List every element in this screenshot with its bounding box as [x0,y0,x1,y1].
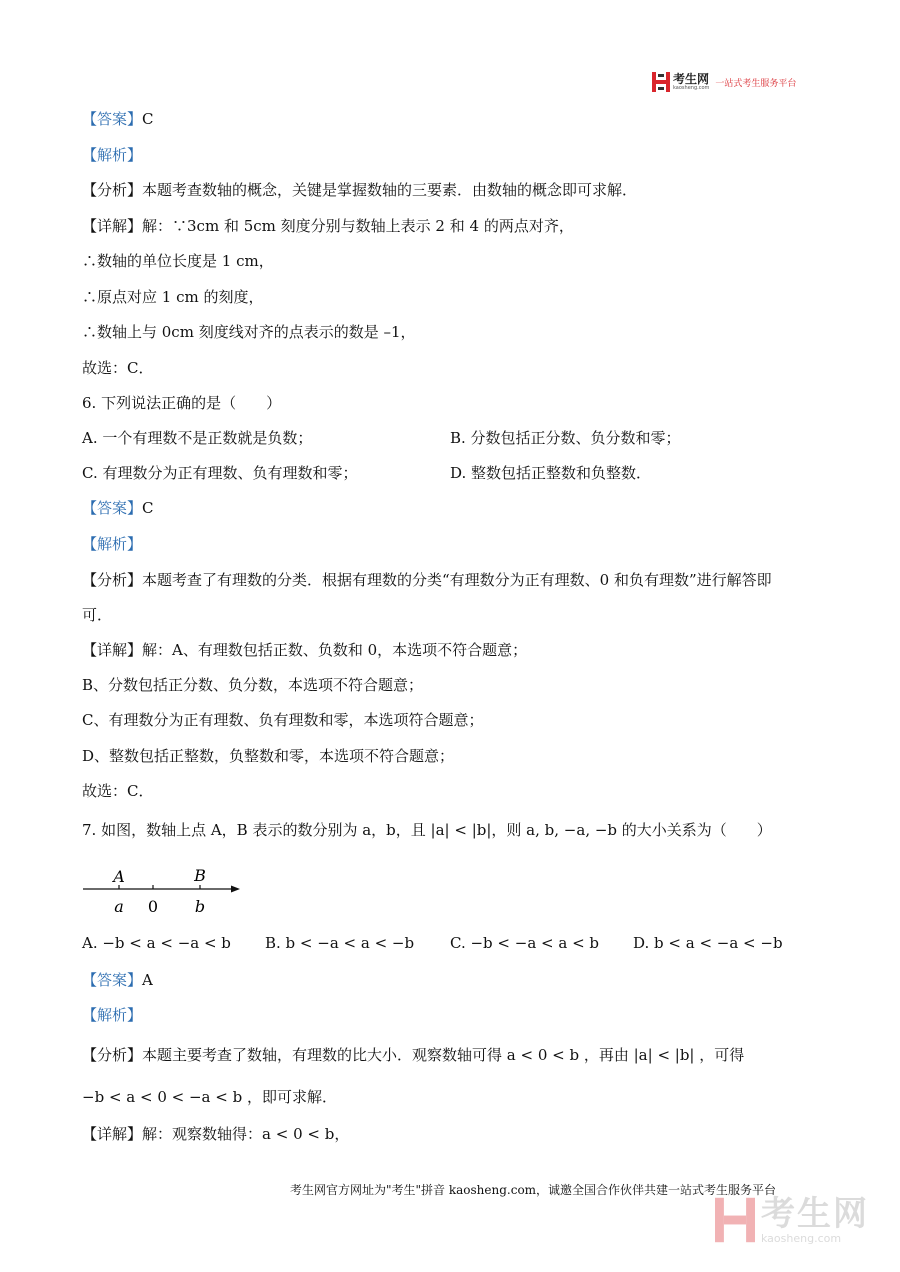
point-b-label: B [194,866,206,885]
q7-stem: 7. 如图，数轴上点 A，B 表示的数分别为 a，b，且 |a| < |b|，则 a, b, −a, −b 的大小关系为（ ） [82,821,772,839]
q7-option-b: B. b < −a < a < −b [265,934,415,952]
q6-analysis-cont: 可． [82,606,113,624]
q5-answer [82,108,154,130]
q6-option-a: A. 一个有理数不是正数就是负数； [82,429,313,447]
watermark-text: 考生网 [761,1193,869,1234]
analysis-tag: 【分析】 [82,571,143,589]
q7-option-d: D. b < a < −a < −b [633,934,783,952]
q6-detail-line: C、有理数分为正有理数、负有理数和零，本选项符合题意； [82,711,484,729]
q7-detail [82,1123,349,1145]
value-a-label: a [114,897,124,916]
q5-detail-line: ∴数轴上与 0cm 刻度线对齐的点表示的数是 –1， [82,323,416,341]
detail-tag: 【详解】 [82,217,143,235]
q5-detail-line: ∴原点对应 1 cm 的刻度， [82,288,264,306]
q6-detail-line: 解：A、有理数包括正数、负数和 0，本选项不符合题意； [142,641,528,659]
q6-answer-value: C [142,499,154,517]
answer-tag: 【答案】 [82,971,143,989]
q5-jiexi-tag: 【解析】 [82,146,143,164]
q7-detail-line: 解：观察数轴得：a < 0 < b， [142,1125,350,1143]
header-logo [652,72,796,92]
detail-tag: 【详解】 [82,1125,143,1143]
header-slogan: 一站式考生服务平台 [715,78,797,89]
q5-answer-value: C [142,110,154,128]
kaosheng-logo-icon [652,72,670,92]
q5-detail-line: 故选：C． [82,359,154,377]
q6-option-c: C. 有理数分为正有理数、负有理数和零； [82,464,358,482]
number-line-figure [80,865,250,925]
logo-text: 考生网 [673,72,710,86]
footer-text: 考生网官方网址为"考生"拼音 kaosheng.com，诚邀全国合作伙伴共建一站式考生服务平台 [290,1183,777,1197]
answer-tag: 【答案】 [82,110,143,128]
q7-analysis-cont: −b < a < 0 < −a < b ，即可求解． [82,1088,337,1106]
answer-tag: 【答案】 [82,499,143,517]
value-b-label: b [194,897,206,916]
q7-option-a: A. −b < a < −a < b [82,934,231,952]
q5-analysis-text: 本题考查数轴的概念，关键是掌握数轴的三要素．由数轴的概念即可求解． [142,181,638,199]
q7-analysis-text: 本题主要考查了数轴，有理数的比大小．观察数轴可得 a < 0 < b ，再由 |a| < |b| ，可得 [142,1046,745,1064]
q6-option-d: D. 整数包括正整数和负整数． [450,464,652,482]
q7-answer-value: A [142,971,153,989]
q5-detail [82,215,574,237]
q5-analysis [82,179,637,201]
q6-detail-line: B、分数包括正分数、负分数，本选项不符合题意； [82,676,424,694]
detail-tag: 【详解】 [82,641,143,659]
watermark [715,1193,869,1245]
q6-detail-line: D、整数包括正整数，负整数和零，本选项不符合题意； [82,747,455,765]
q7-analysis [82,1044,744,1066]
analysis-tag: 【分析】 [82,181,143,199]
q7-answer [82,969,153,991]
q7-jiexi-tag: 【解析】 [82,1006,143,1024]
q7-option-c: C. −b < −a < a < b [450,934,600,952]
q6-stem: 6. 下列说法正确的是（ ） [82,394,282,412]
zero-label: 0 [147,897,159,916]
q6-detail [82,639,527,661]
q6-detail-line: 故选：C． [82,782,154,800]
q6-analysis-text: 本题考查了有理数的分类．根据有理数的分类“有理数分为正有理数、0 和负有理数”进行解答即 [142,571,772,589]
q6-answer [82,497,154,519]
logo-domain: kaosheng.com [673,85,710,91]
watermark-domain: kaosheng.com [761,1231,842,1245]
q5-detail-line: 解：∵3cm 和 5cm 刻度分别与数轴上表示 2 和 4 的两点对齐， [142,217,574,235]
analysis-tag: 【分析】 [82,1046,143,1064]
point-a-label: A [113,867,125,886]
q6-option-b: B. 分数包括正分数、负分数和零； [450,429,681,447]
axis-arrow-icon [231,886,240,893]
q6-analysis [82,569,772,591]
q6-jiexi-tag: 【解析】 [82,535,143,553]
watermark-logo-icon [715,1196,755,1244]
q5-detail-line: ∴数轴的单位长度是 1 cm， [82,252,274,270]
